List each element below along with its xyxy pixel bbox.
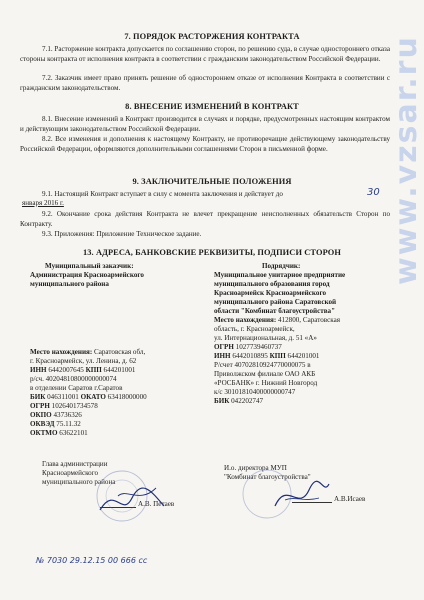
customer-address-line1 [30,348,145,357]
contractor-name-line4: муниципального района Саратовской [214,298,337,306]
customer-signatory-line2: Красноармейского [42,469,99,477]
contractor-kpp: 644201001 [285,352,320,360]
contractor-address-line1 [214,316,340,325]
customer-inn: 6442007645 [46,366,86,374]
contractor-bank-line2: «РОСБАНК» г. Нижний Новгород [214,379,318,387]
contractor-address-index: 412800, Саратовская [276,316,340,324]
contractor-ogrn: 1027739460737 [233,343,282,351]
clause-9-1-part1: 9.1. Настоящий Контракт вступает в силу с момента заключения и действует до [42,190,283,198]
customer-ogrn-line [30,402,98,411]
customer-okved-label: ОКВЭД [30,420,55,428]
contractor-bik: 042202747 [229,397,264,405]
customer-okpo-line [30,411,82,420]
contractor-role: Подрядчик: [262,262,301,270]
customer-okpo: 43736326 [51,411,82,419]
customer-signatory-line3: муниципального района [42,478,116,486]
contractor-signatory-line2: "Комбинат благоустройства" [224,473,311,481]
contractor-name-line2: муниципального образования город [214,280,330,288]
customer-kpp: 644201001 [101,366,136,374]
contractor-signatory-line1: И.о. директора МУП [224,464,287,472]
customer-bank: в отделении Саратов г.Саратов [30,384,123,392]
contractor-kpp-label: КПП [269,352,286,360]
customer-ogrn: 1026401734578 [49,402,98,410]
clause-7-2: 7.2. Заказчик имеет право принять решение об одностороннем отказе от исполнения Контракта в соответствии с гражданским законодательством. [20,74,390,92]
contractor-address-label: Место нахождения: [214,316,277,324]
customer-inn-label: ИНН [30,366,47,374]
contractor-name-line1: Муниципальное унитарное предприятие [214,271,346,279]
clause-9-1-part2: января 2016 г. [22,199,64,207]
customer-name-line2: муниципального района [30,280,109,288]
contractor-inn-kpp [214,352,319,361]
contractor-address-line2: область, г. Красноармейск, [214,325,295,333]
customer-oktmo-line [30,429,88,438]
contractor-ogrn-label: ОГРН [214,343,234,351]
customer-ogrn-label: ОГРН [30,402,50,410]
customer-okved-line [30,420,81,429]
clause-9-3: 9.3. Приложения: Приложение Техническое задание. [42,230,202,238]
clause-7-1: 7.1. Расторжение контракта допускается по соглашению сторон, по решению суда, в случае одностороннего отказа стороны контракта от исполнения контракта в соответствии с гражданским законодательством Российской Федерации. [20,45,390,63]
clause-8-1: 8.1. Внесение изменений в Контракт производится в случаях и порядке, предусмотренных настоящим контрактом и действующим законодательством Российской Федерации. [20,115,390,133]
customer-name-line1: Администрация Красноармейского [30,271,144,279]
customer-signatory-line1: Глава администрации [42,460,108,468]
contractor-bik-line [214,397,263,406]
customer-kpp-label: КПП [85,366,102,374]
customer-address-region: Саратовская обл, [92,348,146,356]
customer-address-label: Место нахождения: [30,348,93,356]
customer-account: р/сч. 40204810800000000074 [30,375,117,383]
handwritten-day: 30 [367,187,380,198]
customer-signer-name: А.В. Петаев [138,500,175,508]
contractor-corr-account: к/с 30101810400000000747 [214,388,296,396]
customer-oktmo: 63622101 [57,429,88,437]
contractor-ogrn-line [214,343,282,352]
contractor-signer-name: А.В.Исаев [334,495,366,503]
customer-address-line2: г. Красноармейск, ул. Ленина, д. 62 [30,357,137,365]
contractor-name-line3: Красноармейск Красноармейского [214,289,327,297]
customer-bik: 046311001 [45,393,81,401]
customer-inn-kpp [30,366,135,375]
customer-oktmo-label: ОКТМО [30,429,58,437]
customer-okved: 75.11.32 [54,420,81,428]
section-8-heading: 8. ВНЕСЕНИЕ ИЗМЕНЕНИЙ В КОНТРАКТ [125,102,299,111]
clause-9-2: 9.2. Окончание срока действия Контракта не влечет прекращение неисполненных обязательств Сторон по Контракту. [20,210,390,228]
clause-8-2: 8.2. Все изменения и дополнения к настоящему Контракту, не противоречащие действующему законодательству Российской Федерации, оформляются дополнительными соглашениями Сторон в письменной форме. [20,135,390,153]
customer-okato-label: ОКАТО [80,393,106,401]
contractor-name-line5: области "Комбинат благоустройства" [214,307,336,315]
section-13-heading: 13. АДРЕСА, БАНКОВСКИЕ РЕКВИЗИТЫ, ПОДПИСИ СТОРОН [82,248,341,257]
contractor-stamp-and-signature [215,470,335,522]
section-9-heading: 9. ЗАКЛЮЧИТЕЛЬНЫЕ ПОЛОЖЕНИЯ [132,177,292,186]
customer-bik-okato [30,393,147,402]
contractor-address-line3: ул. Интернациональная, д. 51 «А» [214,334,317,342]
contractor-account: Р/счет 40702810924770000075 в [214,361,311,369]
customer-bik-label: БИК [30,393,46,401]
customer-okpo-label: ОКПО [30,411,52,419]
customer-stamp-and-signature [60,470,200,525]
watermark: www.vzsar.ru [389,35,424,285]
contractor-inn-label: ИНН [214,352,231,360]
contractor-bank-line1: Приволжском филиале ОАО АКБ [214,370,316,378]
contractor-inn: 6442010895 [230,352,270,360]
customer-role: Муниципальный заказчик: [45,262,134,270]
customer-okato: 63418000000 [105,393,147,401]
section-7-heading: 7. ПОРЯДОК РАСТОРЖЕНИЯ КОНТРАКТА [124,32,300,41]
contractor-bik-label: БИК [214,397,230,405]
handwritten-registration-note: № 7030 29.12.15 00 666 сс [36,556,148,565]
